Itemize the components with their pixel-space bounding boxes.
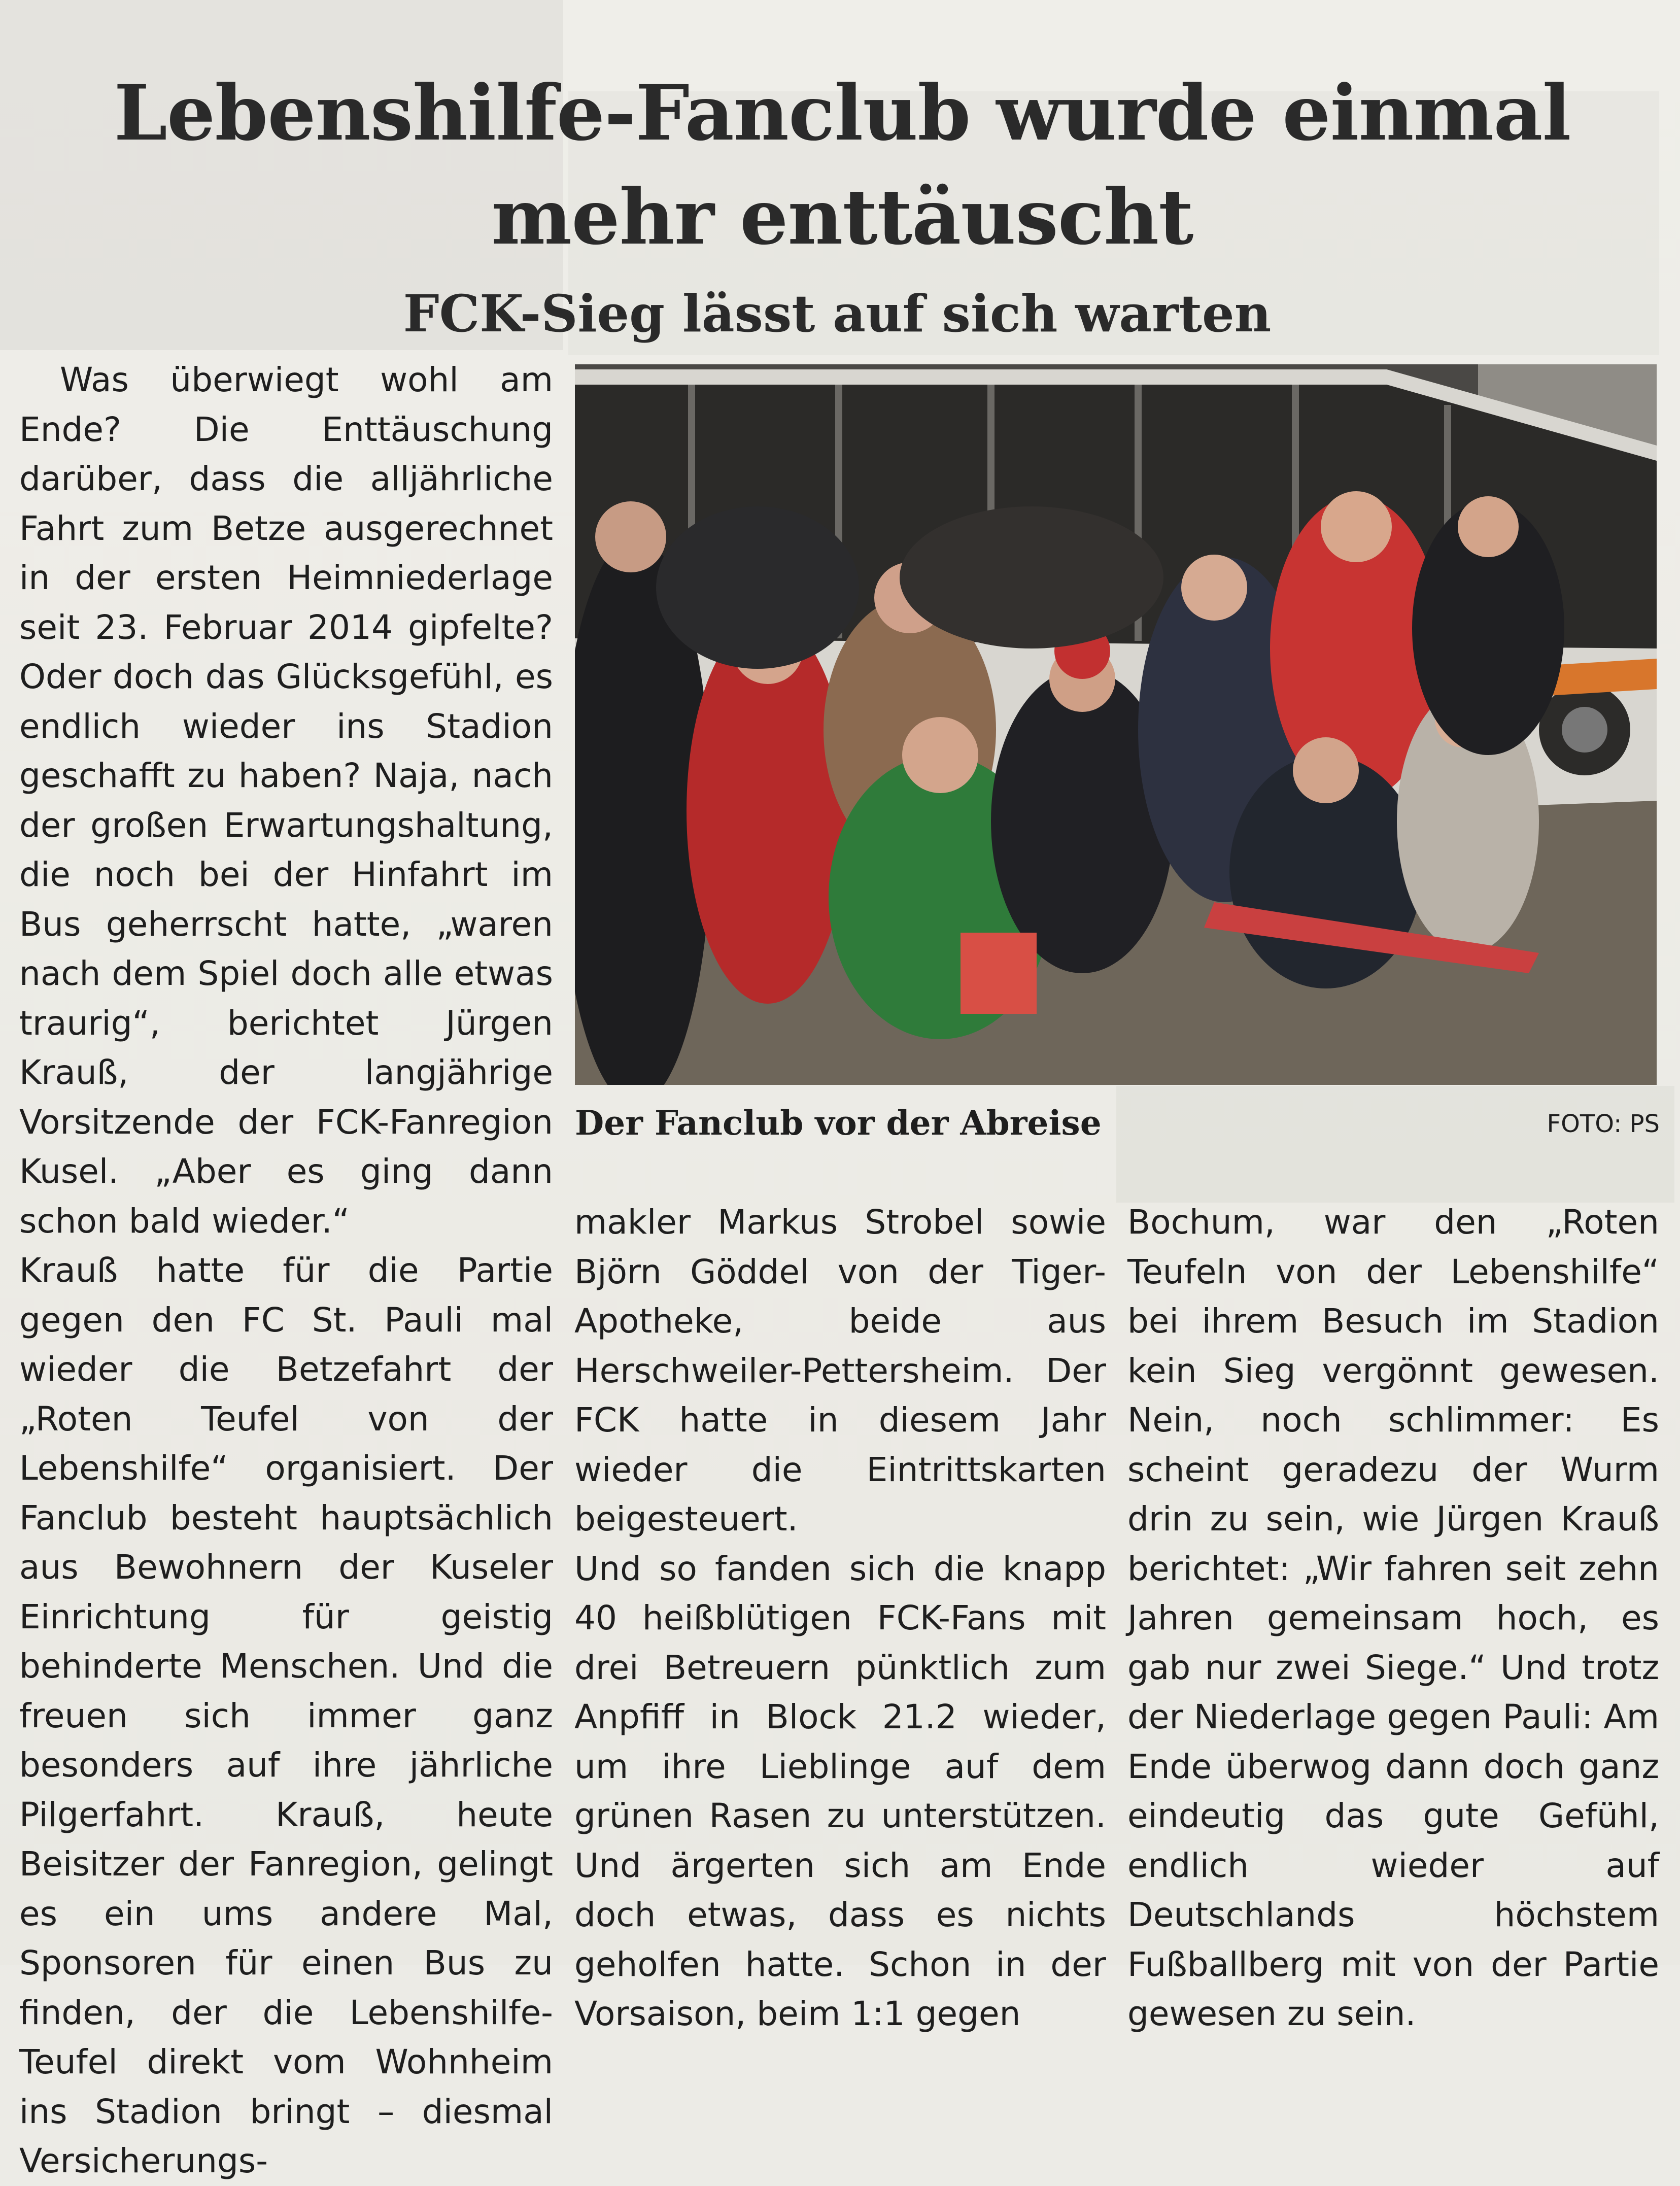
paragraph: Was überwiegt wohl am Ende? Die Enttäuschung darüber, dass die alljährliche Fahrt zum Betze ausgerechnet in der ersten Heimniederlage seit 23. Februar 2014 gipfelte? Oder doch das Glücksgefühl, es endlich wieder ins Stadion geschafft zu haben? Naja, nach der großen Erwartungshaltung, die noch bei der Hinfahrt im Bus geherrscht hatte, „waren nach dem Spiel doch alle etwas traurig“, berichtet Jürgen Krauß, der langjährige Vorsitzende der FCK-Fanregion Kusel. „Aber es ging dann schon bald wieder.“ [19, 360, 553, 1241]
paragraph: Und so fanden sich die knapp 40 heißblütigen FCK-Fans mit drei Betreuern pünktlich zum Anpfiff in Block 21.2 wieder, um ihre Lieblinge auf dem grünen Rasen zu unterstützen. Und ärgerten sich am Ende doch etwas, dass es nichts geholfen hatte. Schon in der Vorsaison, beim 1:1 gegen [574, 1549, 1106, 2033]
subheadline: FCK-Sieg lässt auf sich warten [403, 284, 1272, 344]
paragraph: Krauß hatte für die Partie gegen den FC St. Pauli mal wieder die Betzefahrt der „Roten Teufel von der Lebenshilfe“ organisiert. Der Fanclub besteht hauptsächlich aus Bewohnern der Kuseler Einrichtung für geistig behinderte Menschen. Und die freuen sich immer ganz besonders auf ihre jährliche Pilgerfahrt. Krauß, heute Beisitzer der Fanregion, gelingt es ein ums andere Mal, Sponsoren für einen Bus zu finden, der die Lebenshilfe-Teufel direkt vom Wohnheim ins Stadion bringt – diesmal Versicherungs- [19, 1251, 553, 2180]
photo-illustration [575, 364, 1657, 1085]
photo-credit: FOTO: PS [1547, 1110, 1660, 1138]
headline: Lebenshilfe-Fanclub wurde einmal mehr enttäuscht [114, 68, 1571, 262]
paragraph: makler Markus Strobel sowie Björn Göddel von der Tiger-Apotheke, beide aus Herschweiler-Pettersheim. Der FCK hatte in diesem Jahr wieder die Eintrittskarten beigesteuert. [574, 1203, 1106, 1539]
article-column-1 [19, 355, 553, 2186]
article-column-2 [574, 1198, 1106, 2039]
article-column-3 [1127, 1198, 1659, 2039]
group-photo [575, 364, 1657, 1085]
paragraph: Bochum, war den „Roten Teufeln von der Lebenshilfe“ bei ihrem Besuch im Stadion kein Sieg vergönnt gewesen. Nein, noch schlimmer: Es scheint geradezu der Wurm drin zu sein, wie Jürgen Krauß berichtet: „Wir fahren seit zehn Jahren gemeinsam hoch, es gab nur zwei Siege.“ Und trotz der Niederlage gegen Pauli: Am Ende überwog dann doch ganz eindeutig das gute Gefühl, endlich wieder auf Deutschlands höchstem Fußballberg mit von der Partie gewesen zu sein. [1127, 1203, 1659, 2033]
photo-caption: Der Fanclub vor der Abreise [575, 1103, 1102, 1143]
bleed-through-bottom [1116, 1086, 1674, 1203]
